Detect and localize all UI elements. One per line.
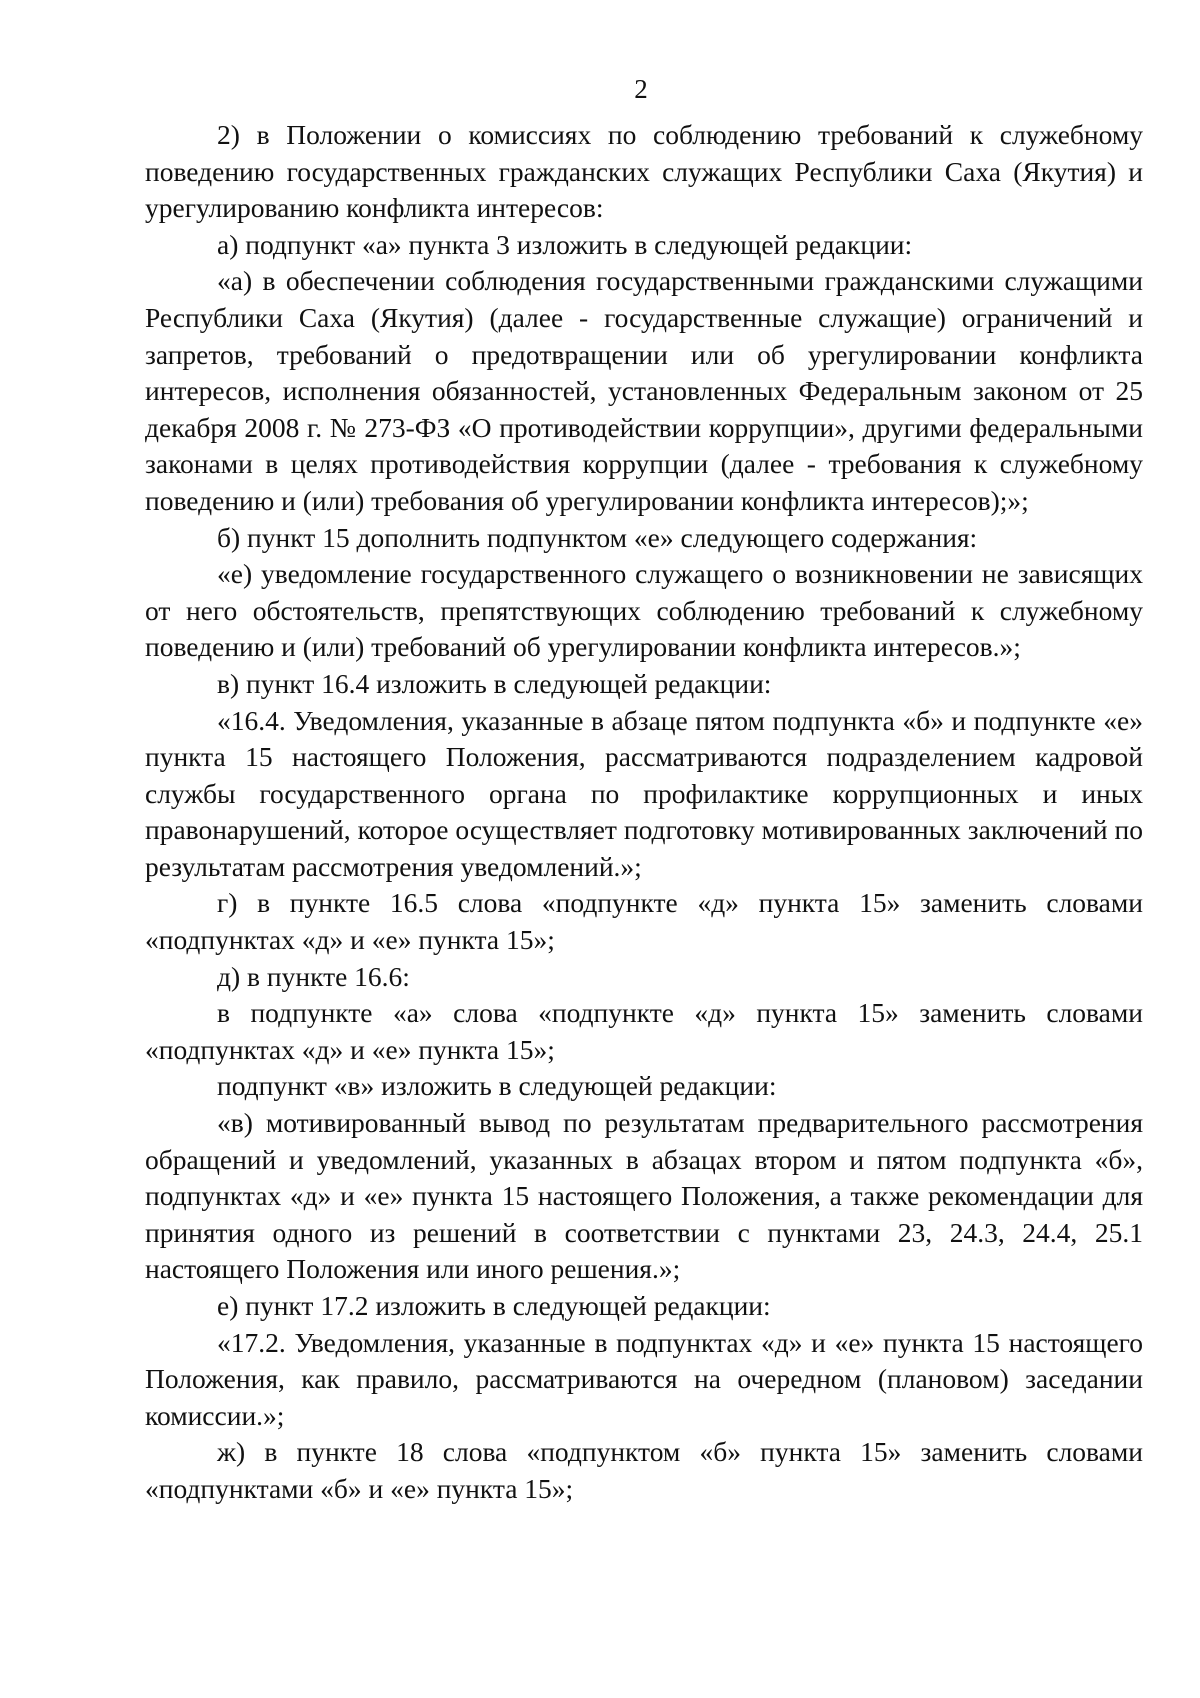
paragraph-subitem-zh: ж) в пункте 18 слова «подпунктом «б» пункта 15» заменить словами «подпунктами «б» и «е» пункта 15»; xyxy=(145,1436,1143,1504)
paragraph-quote-v: «в) мотивированный вывод по результатам предварительного рассмотрения обращений и уведомлений, указанных в абзацах втором и пятом подпункта «б», подпунктах «д» и «е» пункта 15 настоящего Положения, а также рекомендации для принятия одного из решений в соответствии с пунктами 23, 24.3, 24.4, 25.1 настоящего Положения или иного решения.»; xyxy=(145,1107,1143,1285)
paragraph-subitem-d-v: подпункт «в» изложить в следующей редакции: xyxy=(217,1070,777,1102)
paragraph-quote-17-2: «17.2. Уведомления, указанные в подпунктах «д» и «е» пункта 15 настоящего Положения, как правило, рассматриваются на очередном (плановом) заседании комиссии.»; xyxy=(145,1326,1143,1431)
paragraph-subitem-g: г) в пункте 16.5 слова «подпункте «д» пункта 15» заменить словами «подпунктах «д» и «е» пункта 15»; xyxy=(145,887,1143,956)
paragraph-subitem-v: в) пункт 16.4 изложить в следующей редакции: xyxy=(217,667,772,699)
paragraph-subitem-d: д) в пункте 16.6: xyxy=(217,960,410,992)
paragraph-subitem-b: б) пункт 15 дополнить подпунктом «е» следующего содержания: xyxy=(217,521,978,553)
paragraph-subitem-a: а) подпункт «а» пункта 3 изложить в следующей редакции: xyxy=(217,228,913,260)
paragraph-item-2: 2) в Положении о комиссиях по соблюдению требований к служебному поведению государственных гражданских служащих Республики Саха (Якутия) и урегулированию конфликта интересов: xyxy=(145,119,1143,224)
paragraph-subitem-d-a: в подпункте «а» слова «подпункте «д» пункта 15» заменить словами «подпунктах «д» и «е» пункта 15»; xyxy=(145,997,1143,1065)
paragraph-quote-16-4: «16.4. Уведомления, указанные в абзаце пятом подпункта «б» и подпункте «е» пункта 15 настоящего Положения, рассматриваются подразделением кадровой службы государственного органа по профилактике коррупционных и иных правонарушений, которое осуществляет подготовку мотивированных заключений по результатам рассмотрения уведомлений.»; xyxy=(145,704,1143,882)
document-body xyxy=(145,117,1143,1508)
paragraph-quote-a: «а) в обеспечении соблюдения государственными гражданскими служащими Республики Саха (Якутия) (далее - государственные служащие) ограничений и запретов, требований о предотвращении или об урегулировании конфликта интересов, исполнения обязанностей, установленных Федеральным законом от 25 декабря 2008 г. № 273-ФЗ «О противодействии коррупции», другими федеральными законами в целях противодействия коррупции (далее - требования к служебному поведению и (или) требования об урегулировании конфликта интересов);»; xyxy=(145,265,1143,516)
paragraph-quote-e: «е) уведомление государственного служащего о возникновении не зависящих от него обстоятельств, препятствующих соблюдению требований к служебному поведению и (или) требований об урегулировании конфликта интересов.»; xyxy=(145,558,1143,663)
page-number: 2 xyxy=(634,74,648,104)
paragraph-subitem-e: е) пункт 17.2 изложить в следующей редакции: xyxy=(217,1290,771,1321)
